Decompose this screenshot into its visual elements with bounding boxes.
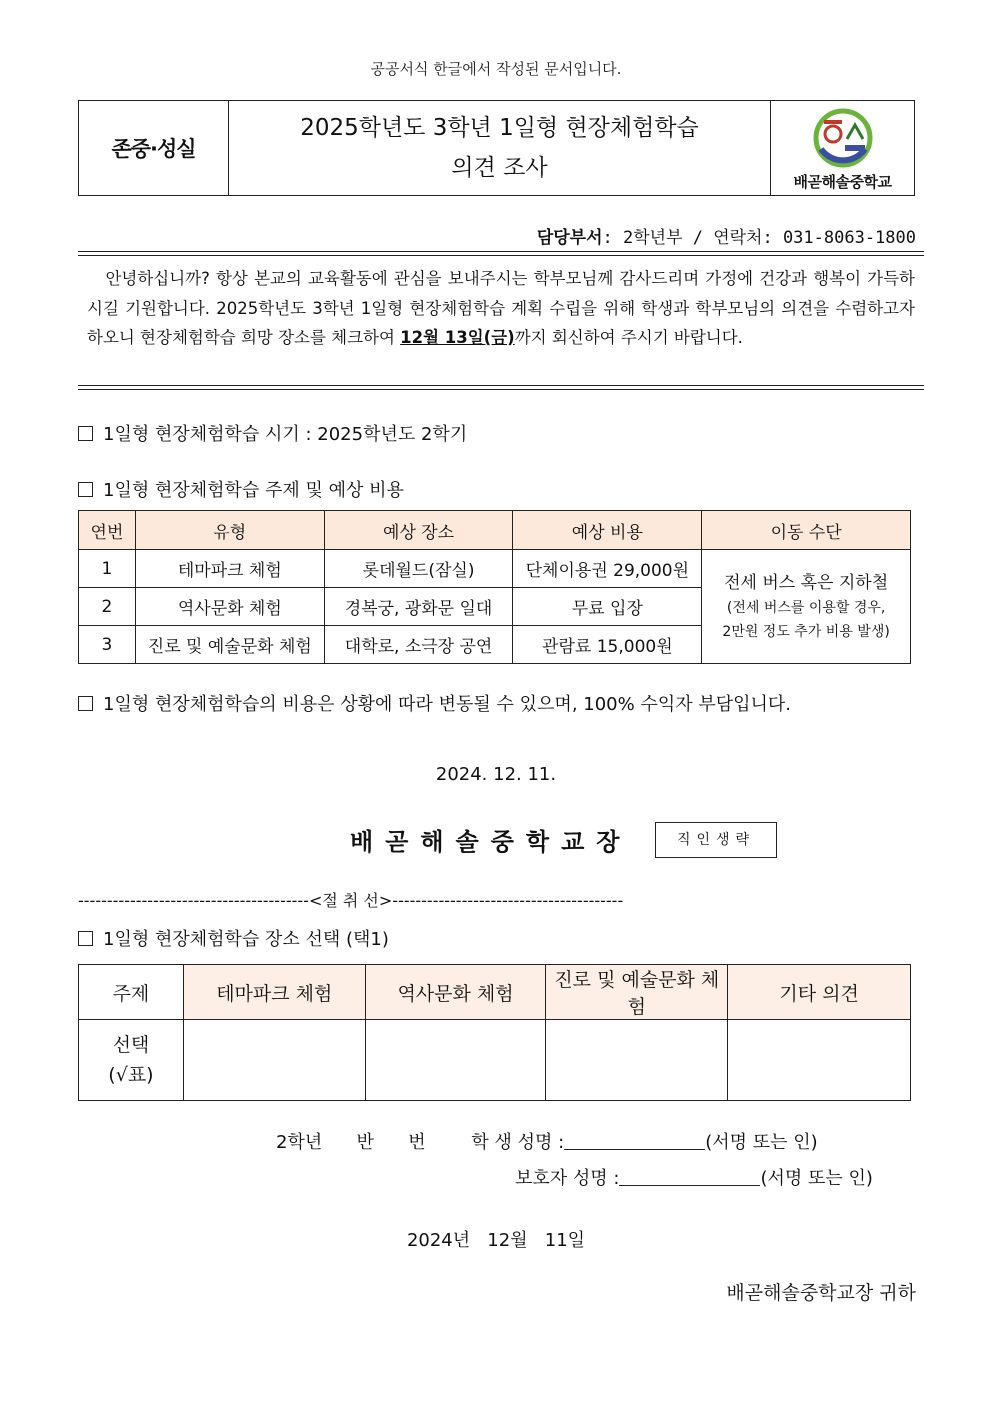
period-item [78, 420, 467, 446]
issue-date: 2024. 12. 11. [435, 764, 557, 785]
choice-cell-theme-park[interactable] [183, 1020, 365, 1101]
choice-label-1: 선택 [112, 1034, 150, 1056]
title-line-1: 2025학년도 3학년 1일형 현장체험학습 [300, 115, 699, 141]
row-type: 진로 및 예술문화 체험 [135, 626, 324, 664]
department-value: : 2학년부 / 연락처: 031-8063-1800 [602, 228, 916, 248]
student-sign-suffix: (서명 또는 인) [705, 1132, 818, 1153]
choice-table [78, 964, 911, 1101]
row-cost: 관람료 15,000원 [513, 626, 702, 664]
principal-name: 배곧해솔중학교장 [350, 828, 632, 856]
table-row [79, 550, 911, 588]
row-place: 대학로, 소극장 공연 [324, 626, 513, 664]
student-sign-line [276, 1128, 818, 1154]
plan-table [78, 510, 911, 664]
choice-label-2: (√표) [108, 1064, 154, 1086]
document-header [78, 100, 915, 196]
cost-note-text: 1일형 현장체험학습의 비용은 상황에 따라 변동될 수 있으며, 100% 수익자 부담입니다. [103, 694, 791, 715]
row-no: 3 [79, 626, 136, 664]
choice-row-label [79, 1020, 184, 1101]
student-sign-label: 2학년 반 번 학 생 성명 : [276, 1132, 565, 1153]
department-contact [537, 223, 916, 248]
theme-item [78, 476, 404, 502]
select-text: 1일형 현장체험학습 장소 선택 (택1) [103, 929, 389, 950]
parent-sign-suffix: (서명 또는 인) [760, 1168, 873, 1189]
transport-main: 전세 버스 혹은 지하철 [724, 572, 889, 593]
header-theme: 주제 [79, 965, 184, 1020]
intro-paragraph [87, 264, 915, 353]
header-cost: 예상 비용 [513, 511, 702, 550]
header-other-opinion: 기타 의견 [728, 965, 911, 1020]
checkbox-icon [78, 426, 93, 441]
choice-row [79, 1020, 911, 1101]
row-cost: 단체이용권 29,000원 [513, 550, 702, 588]
plan-table-header [79, 511, 911, 550]
period-text: 1일형 현장체험학습 시기 : 2025학년도 2학기 [103, 424, 468, 445]
intro-text-before: 안녕하십니까? 항상 본교의 교육활동에 관심을 보내주시는 학부모님께 감사드리며 가정에 건강과 행복이 가득하시길 기원합니다. 2025학년도 3학년 1일형 현장체험학습 계획 수립을 위해 학생과 학부모님의 의견을 수렴하고자 하오니 현장체험학습 희망 장소를 체크하여 [87, 269, 915, 347]
school-logo [771, 101, 914, 195]
school-motto: 존중·성실 [79, 101, 229, 195]
checkbox-icon [78, 696, 93, 711]
divider-top [78, 251, 924, 256]
student-sign-field[interactable] [564, 1132, 705, 1150]
select-item [78, 925, 389, 951]
cost-note-item [78, 690, 791, 716]
school-logo-name: 배곧해솔중학교 [793, 173, 892, 191]
addressee: 배곧해솔중학교장 귀하 [726, 1282, 916, 1304]
row-type: 역사문화 체험 [135, 588, 324, 626]
header-career-arts: 진로 및 예술문화 체험 [546, 965, 728, 1020]
title-line-2: 의견 조사 [451, 155, 548, 181]
transport-cell [702, 550, 911, 664]
row-type: 테마파크 체험 [135, 550, 324, 588]
header-transport: 이동 수단 [702, 511, 911, 550]
intro-text-after: 까지 회신하여 주시기 바랍니다. [514, 328, 743, 347]
row-place: 롯데월드(잠실) [324, 550, 513, 588]
document-title [229, 101, 771, 195]
parent-sign-label: 보호자 성명 : [515, 1168, 620, 1189]
choice-cell-career-arts[interactable] [546, 1020, 728, 1101]
reply-date: 2024년 12월 11일 [406, 1230, 586, 1251]
checkbox-icon [78, 931, 93, 946]
school-emblem-icon [811, 107, 875, 169]
header-no: 연번 [79, 511, 136, 550]
checkbox-icon [78, 482, 93, 497]
reply-deadline: 12월 13일(금) [400, 328, 515, 347]
parent-sign-line [515, 1164, 873, 1190]
header-place: 예상 장소 [324, 511, 513, 550]
hwp-notice: 공공서식 한글에서 작성된 문서입니다. [370, 60, 622, 78]
choice-cell-other-opinion[interactable] [728, 1020, 911, 1101]
row-place: 경복궁, 광화문 일대 [324, 588, 513, 626]
transport-note-1: (전세 버스를 이용할 경우, [726, 599, 886, 616]
seal-omitted-box: 직인생략 [655, 822, 777, 858]
choice-table-header [79, 965, 911, 1020]
parent-sign-field[interactable] [619, 1168, 760, 1186]
divider-bottom [78, 385, 924, 390]
theme-text: 1일형 현장체험학습 주제 및 예상 비용 [103, 480, 404, 501]
header-type: 유형 [135, 511, 324, 550]
row-cost: 무료 입장 [513, 588, 702, 626]
department-label: 담당부서 [536, 228, 603, 248]
row-no: 2 [79, 588, 136, 626]
transport-note-2: 2만원 정도 추가 비용 발생) [722, 623, 890, 640]
header-theme-park: 테마파크 체험 [183, 965, 365, 1020]
cut-line: ----------------------------------------<절 취 선>---------------------------------------- [78, 891, 624, 910]
header-history: 역사문화 체험 [365, 965, 546, 1020]
row-no: 1 [79, 550, 136, 588]
choice-cell-history[interactable] [365, 1020, 546, 1101]
